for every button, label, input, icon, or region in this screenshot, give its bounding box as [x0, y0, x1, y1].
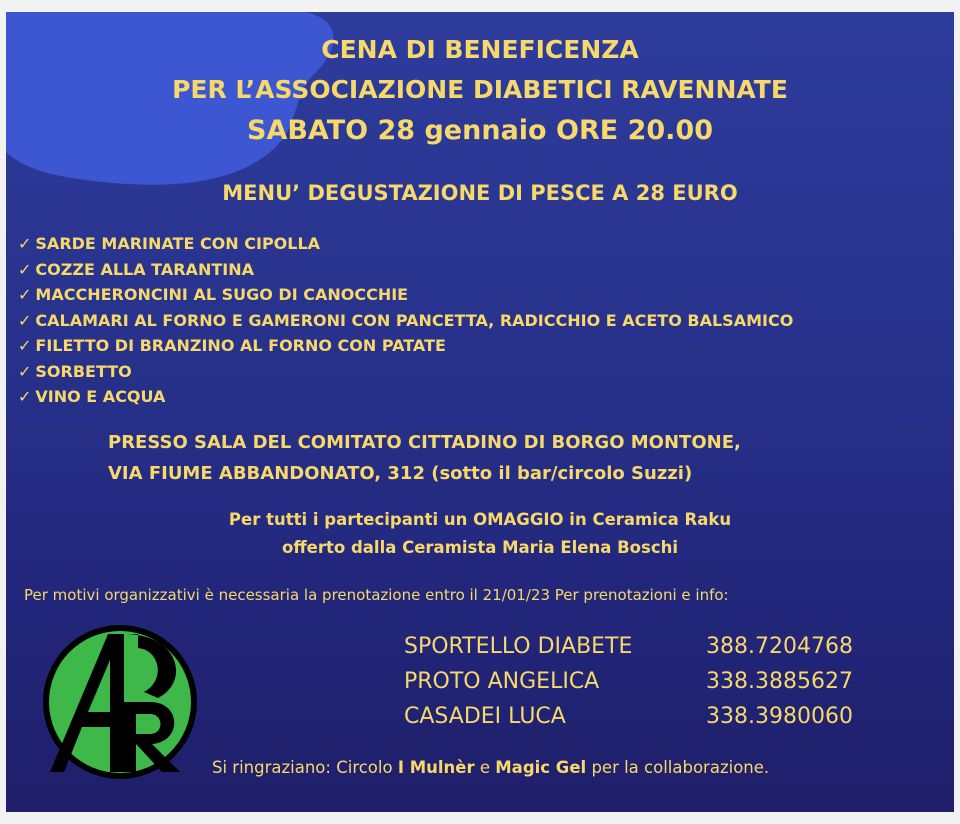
association-logo [40, 622, 200, 782]
contact-name: SPORTELLO DIABETE [404, 634, 633, 659]
check-icon: ✓ [18, 336, 32, 355]
event-title-line2: PER L’ASSOCIAZIONE DIABETICI RAVENNATE [172, 75, 788, 104]
gift-line1: Per tutti i partecipanti un OMAGGIO in Ceramica Raku [228, 510, 732, 529]
venue-line2: VIA FIUME ABBANDONATO, 312 (sotto il bar/circolo Suzzi) [108, 463, 693, 484]
menu-item: ✓ CALAMARI AL FORNO E GAMERONI CON PANCETTA, RADICCHIO E ACETO BALSAMICO [18, 310, 794, 330]
check-icon: ✓ [18, 259, 32, 279]
gift-line2: offerto dalla Ceramista Maria Elena Boschi [281, 538, 679, 557]
event-date: SABATO 28 gennaio ORE 20.00 [247, 115, 713, 146]
check-icon: ✓ [18, 387, 32, 406]
thanks-line: Si ringraziano: Circolo I Mulnèr e Magic Gel per la collaborazione. [212, 758, 770, 777]
menu-item: ✓ SORBETTO [18, 361, 132, 381]
contact-row [404, 704, 853, 739]
contact-name: CASADEI LUCA [404, 704, 566, 729]
contact-row [404, 634, 853, 669]
sponsor-name: I Mulnèr [397, 758, 475, 777]
check-icon: ✓ [18, 234, 32, 253]
menu-item: ✓ FILETTO DI BRANZINO AL FORNO CON PATATE [18, 336, 446, 355]
check-icon: ✓ [18, 310, 32, 330]
contacts-list [404, 634, 853, 739]
sponsor-name: Magic Gel [495, 758, 587, 777]
venue-line1: PRESSO SALA DEL COMITATO CITTADINO DI BORGO MONTONE, [108, 432, 741, 453]
contact-name: PROTO ANGELICA [404, 669, 600, 694]
menu-item: ✓ COZZE ALLA TARANTINA [18, 259, 254, 279]
menu-list [18, 231, 793, 410]
contact-phone[interactable]: 388.7204768 [706, 634, 853, 659]
check-icon: ✓ [18, 361, 32, 381]
menu-heading: MENU’ DEGUSTAZIONE DI PESCE A 28 EURO [222, 181, 738, 205]
menu-item: ✓ SARDE MARINATE CON CIPOLLA [18, 234, 321, 253]
contact-phone[interactable]: 338.3980060 [706, 704, 853, 729]
event-poster [6, 12, 954, 812]
menu-item: ✓ MACCHERONCINI AL SUGO DI CANOCCHIE [18, 285, 409, 304]
contact-row [404, 669, 853, 704]
contact-phone[interactable]: 338.3885627 [706, 669, 853, 694]
booking-notice: Per motivi organizzativi è necessaria la prenotazione entro il 21/01/23 Per prenotazioni e info: [24, 586, 729, 604]
event-title-line1: CENA DI BENEFICENZA [321, 35, 639, 64]
menu-item: ✓ VINO E ACQUA [18, 387, 166, 406]
check-icon: ✓ [18, 285, 32, 304]
